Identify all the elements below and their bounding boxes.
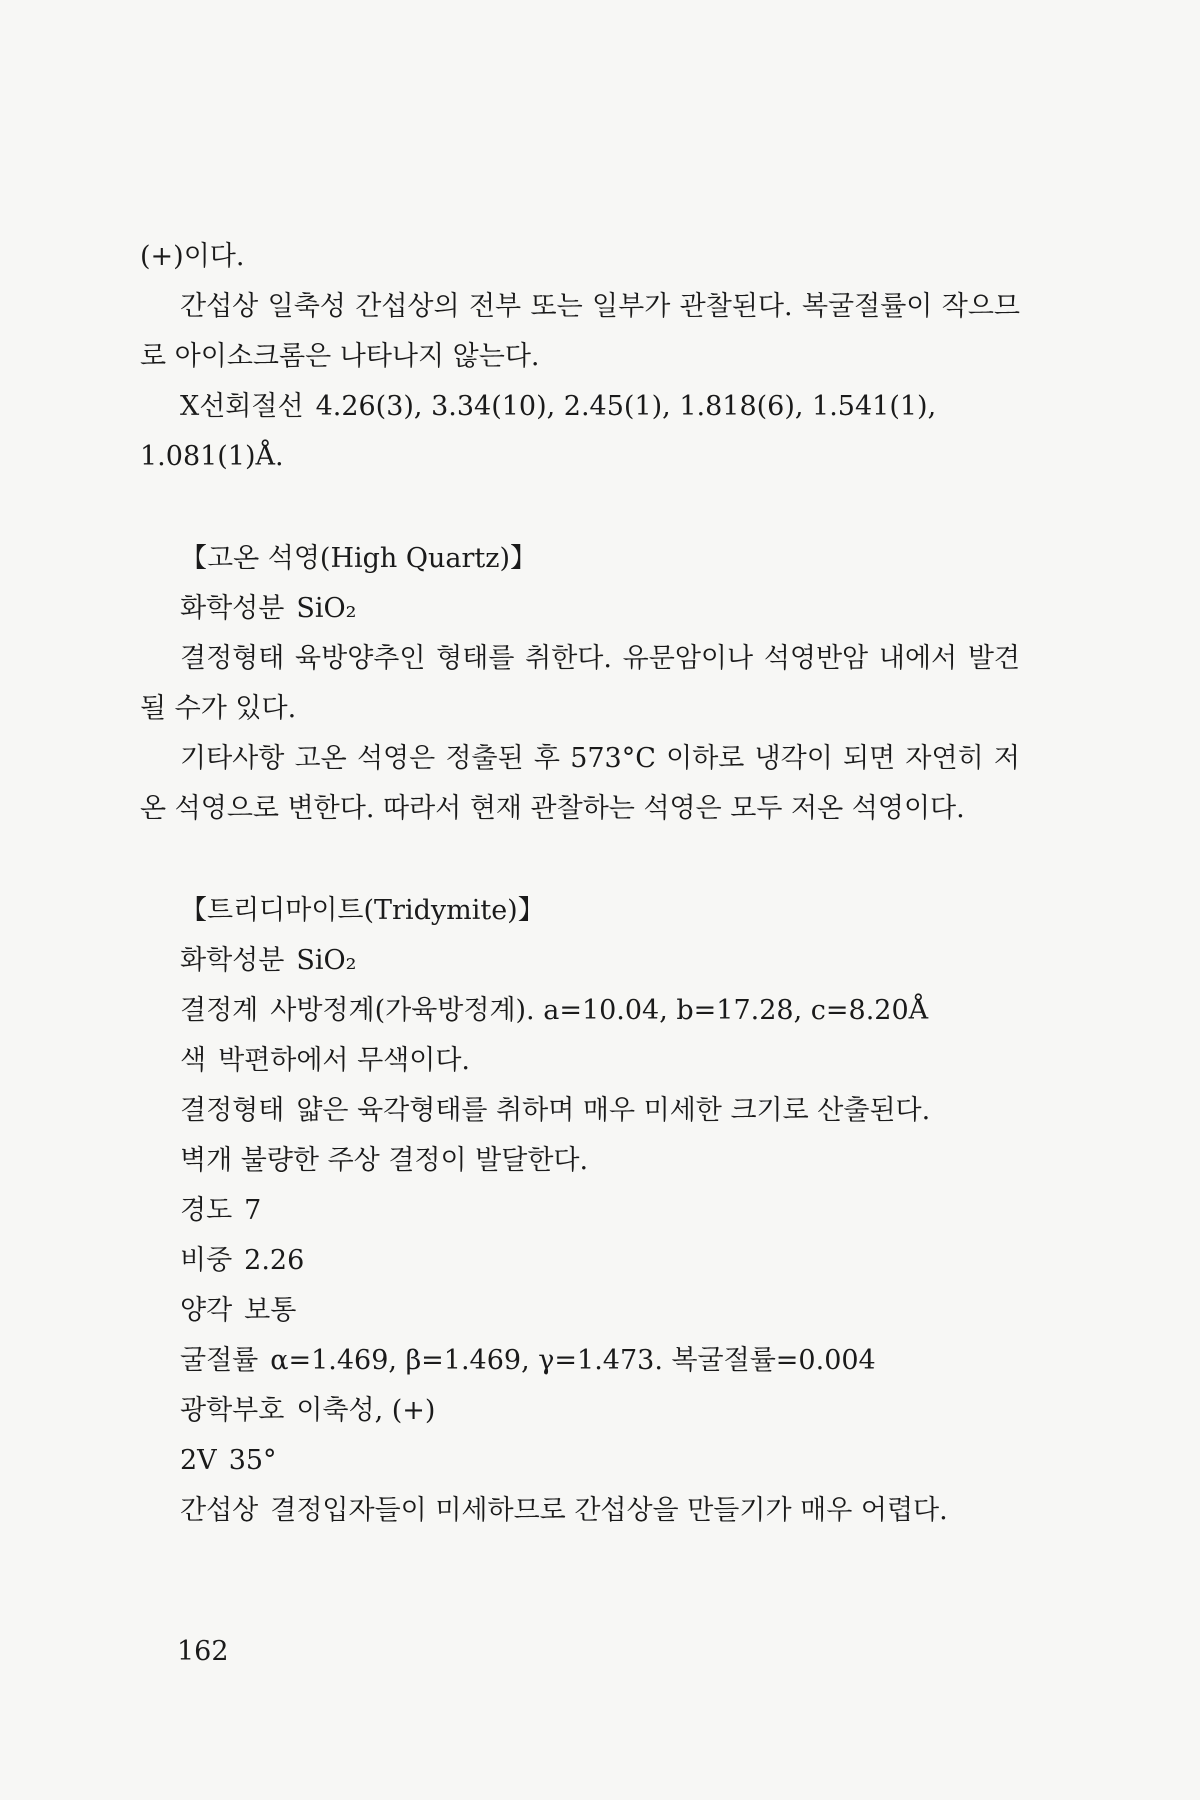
interference-value: 결정입자들이 미세하므로 간섭상을 만들기가 매우 어렵다.: [270, 1495, 948, 1526]
xray-values-1: 4.26(3), 3.34(10), 2.45(1), 1.818(6), 1.541(1),: [315, 391, 937, 422]
tridymite-2v: [140, 1436, 1020, 1486]
gravity-label: 비중: [180, 1245, 233, 1276]
hardness-label: 경도: [180, 1195, 233, 1226]
system-label: 결정계: [180, 995, 259, 1026]
continued-line: (+)이다.: [140, 241, 245, 272]
composition-value: SiO₂: [296, 593, 357, 624]
tridymite-cleavage: 벽개 불량한 주상 결정이 발달한다.: [180, 1145, 589, 1176]
high-quartz-composition: [140, 584, 1020, 634]
xray-label: X선회절선: [180, 391, 304, 422]
tridymite-relief: [140, 1286, 1020, 1336]
tridymite-specific-gravity: [140, 1236, 1020, 1286]
hardness-value: 7: [244, 1195, 262, 1226]
optic-label: 광학부호: [180, 1395, 285, 1426]
twov-label: 2V: [180, 1445, 217, 1476]
tridymite-color: [140, 1036, 1020, 1086]
optic-value: 이축성, (+): [296, 1395, 436, 1426]
gravity-value: 2.26: [244, 1245, 305, 1276]
tridymite-form: [140, 1086, 1020, 1136]
xray-diffraction-line: [140, 382, 1020, 432]
color-value: 박편하에서 무색이다.: [218, 1045, 470, 1076]
tridymite-refraction: [140, 1336, 1020, 1386]
tridymite-composition: [140, 936, 1020, 986]
system-value: 사방정계(가육방정계). a=10.04, b=17.28, c=8.20Å: [270, 995, 929, 1026]
tridymite-hardness: [140, 1186, 1020, 1236]
tridymite-interference: [140, 1486, 1020, 1536]
xray-values-2: 1.081(1)Å.: [140, 441, 284, 472]
form-value: 얇은 육각형태를 취하며 매우 미세한 크기로 산출된다.: [296, 1095, 931, 1126]
composition-value: SiO₂: [296, 945, 357, 976]
refraction-value: α=1.469, β=1.469, γ=1.473. 복굴절률=0.004: [270, 1345, 876, 1376]
twov-value: 35°: [228, 1445, 277, 1476]
composition-label: 화학성분: [180, 945, 285, 976]
tridymite-optic-sign: [140, 1386, 1020, 1436]
interference-label: 간섭상: [180, 1495, 259, 1526]
tridymite-crystal-system: [140, 986, 1020, 1036]
high-quartz-other: 기타사항 고온 석영은 정출된 후 573°C 이하로 냉각이 되면 자연히 저온 석영으로 변한다. 따라서 현재 관찰하는 석영은 모두 저온 석영이다.: [140, 743, 1020, 824]
page-number: 162: [177, 1636, 229, 1667]
refraction-label: 굴절률: [180, 1345, 259, 1376]
color-label: 색: [180, 1045, 207, 1076]
tridymite-heading: 【트리디마이트(Tridymite)】: [180, 895, 545, 926]
page-body: [140, 232, 1020, 1536]
relief-value: 보통: [244, 1295, 297, 1326]
composition-label: 화학성분: [180, 593, 285, 624]
relief-label: 양각: [180, 1295, 233, 1326]
high-quartz-form: 결정형태 육방양추인 형태를 취한다. 유문암이나 석영반암 내에서 발견될 수가 있다.: [140, 643, 1020, 724]
interference-paragraph: 간섭상 일축성 간섭상의 전부 또는 일부가 관찰된다. 복굴절률이 작으므로 아이소크롬은 나타나지 않는다.: [140, 291, 1020, 372]
form-label: 결정형태: [180, 1095, 285, 1126]
high-quartz-heading: 【고온 석영(High Quartz)】: [180, 543, 538, 574]
